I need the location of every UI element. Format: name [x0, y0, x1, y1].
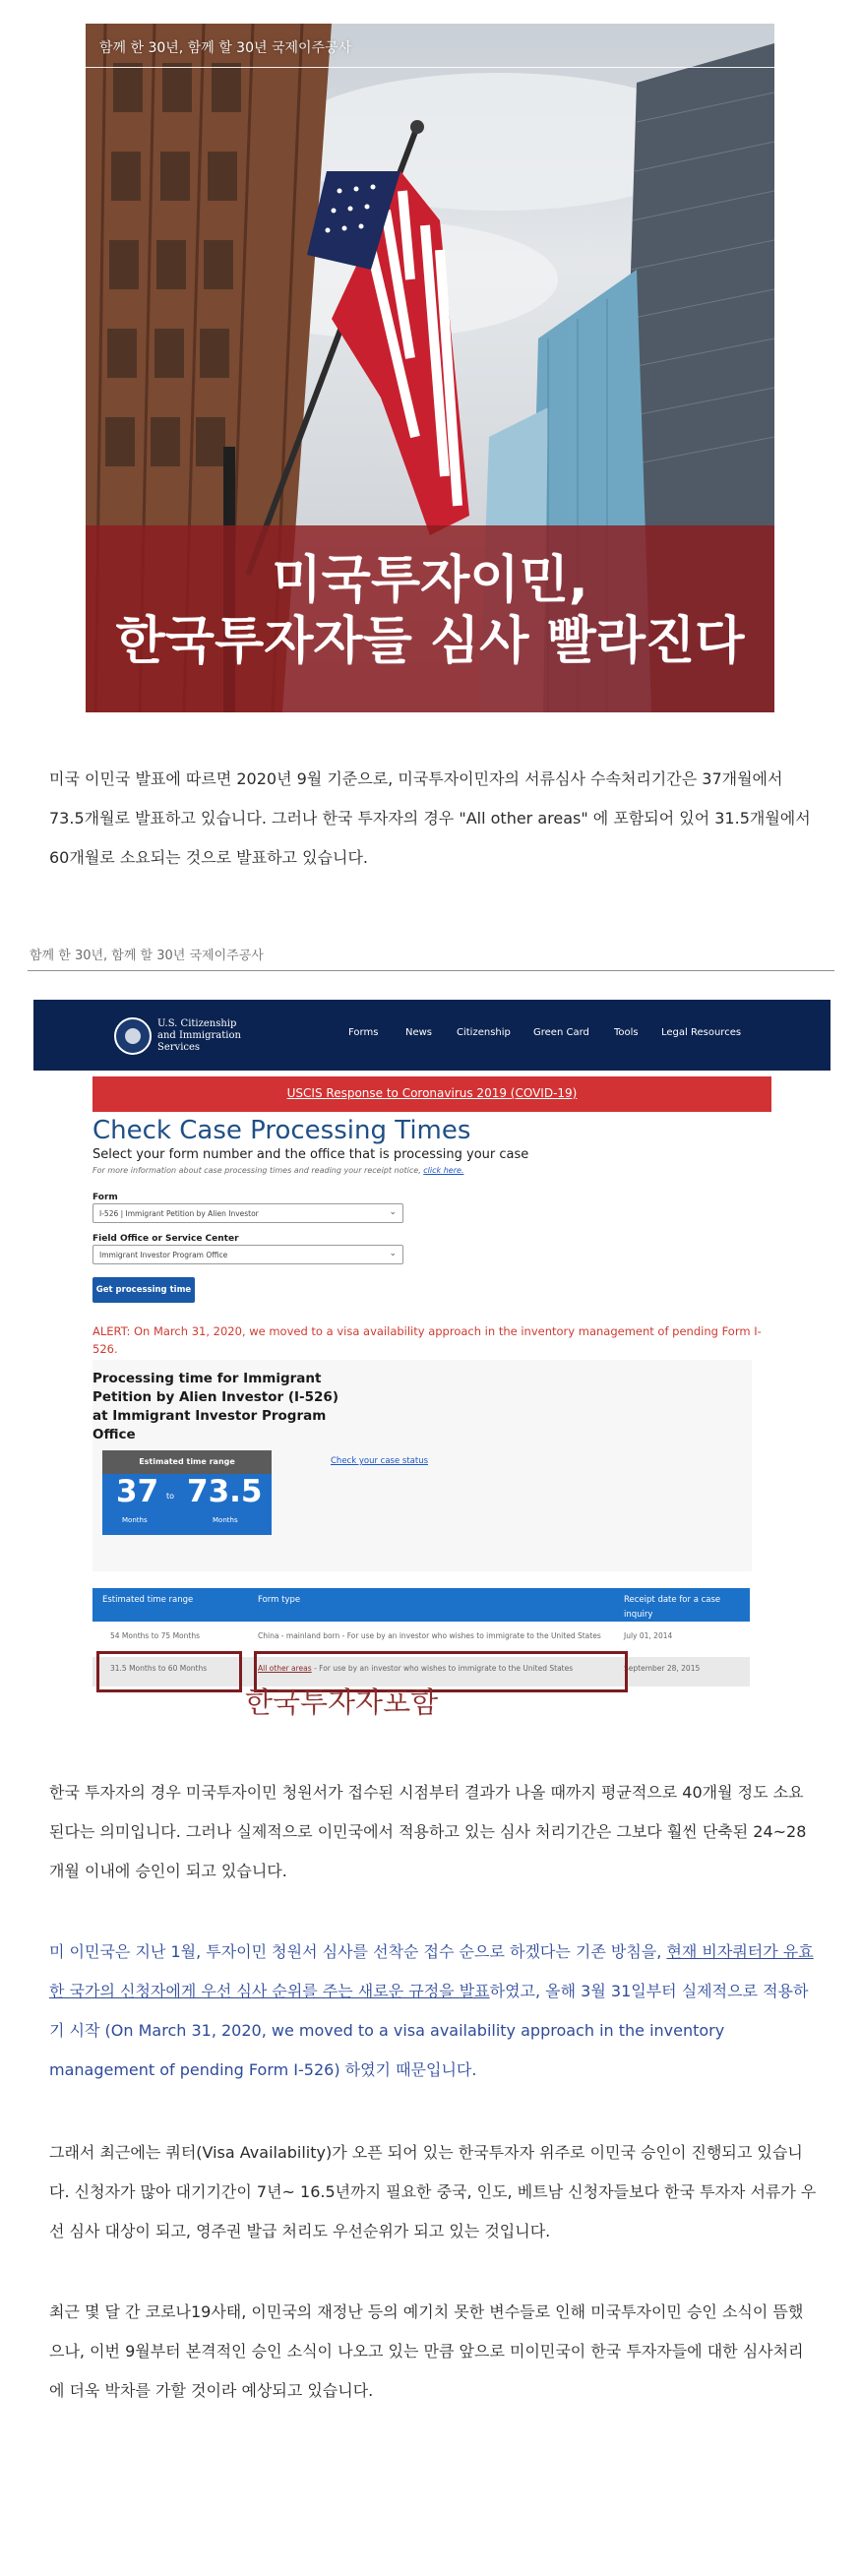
nav-forms[interactable]: Forms	[348, 1027, 379, 1038]
row-receipt-date: September 28, 2015	[624, 1664, 701, 1673]
get-processing-time-label: Get processing time	[95, 1285, 192, 1295]
table-row	[92, 1625, 750, 1651]
paragraph-2-c: 하였고, 올해 3월 31일부터 실제적으로 적용하기 시작 (On March 31, 2020, we moved to a visa availability approach in the inventory management of pending Form I-526) 하였기 때문입니다.	[49, 1982, 809, 2079]
nav-news[interactable]: News	[405, 1027, 433, 1038]
info-note-text: For more information about case processing times and reading your receipt notice,	[92, 1166, 424, 1175]
brand-line: Services	[157, 1042, 201, 1053]
form-select[interactable]	[92, 1203, 403, 1223]
get-processing-time-button[interactable]	[92, 1277, 195, 1303]
alert-message: ALERT: On March 31, 2020, we moved to a visa availability approach in the inventory management of pending Form I-526.	[92, 1324, 762, 1356]
uscis-seal-icon	[114, 1017, 152, 1055]
section-tagline: 함께 한 30년, 함께 할 30년 국제이주공사	[30, 949, 264, 963]
paragraph-2	[49, 1932, 817, 2090]
uscis-brand	[157, 1018, 241, 1054]
nav-citizenship[interactable]: Citizenship	[457, 1027, 511, 1038]
office-select[interactable]	[92, 1245, 403, 1264]
page-title: Check Case Processing Times	[92, 1116, 471, 1145]
covid-banner-link[interactable]: USCIS Response to Coronavirus 2019 (COVID-19)	[286, 1086, 578, 1100]
office-select-value: Immigrant Investor Program Office	[99, 1251, 228, 1259]
hero-tagline: 함께 한 30년, 함께 할 30년 국제이주공사	[99, 40, 352, 56]
annotation-korea-included: 한국투자자포함	[245, 1686, 439, 1719]
highlight-box-range	[96, 1651, 242, 1692]
info-note	[92, 1166, 463, 1175]
paragraph-2-a: 미 이민국은 지난 1월, 투자이민 청원서 심사를 선착순 접수 순으로 하겠다는 기존 방침을,	[49, 1942, 667, 1961]
col-estimated-range: Estimated time range	[102, 1595, 194, 1605]
estimated-to: to	[166, 1492, 175, 1501]
brand-line: and Immigration	[157, 1030, 241, 1041]
check-case-status-link[interactable]: Check your case status	[331, 1456, 429, 1466]
estimated-min-unit: Months	[122, 1516, 148, 1524]
intro-paragraph: 미국 이민국 발표에 따르면 2020년 9월 기준으로, 미국투자이민자의 서류심사 수속처리기간은 37개월에서 73.5개월로 발표하고 있습니다. 그러나 한국 투자자의 경우 "All other areas" 에 포함되어 있어 31.5개월에서 60개월로 소요되는 것으로 발표하고 있습니다.	[49, 769, 811, 867]
row-range: 54 Months to 75 Months	[110, 1631, 200, 1640]
estimated-time-label: Estimated time range	[139, 1457, 235, 1466]
hero-image	[86, 24, 774, 712]
office-label: Field Office or Service Center	[92, 1234, 239, 1244]
nav-legal-resources[interactable]: Legal Resources	[661, 1027, 742, 1038]
chevron-down-icon: ⌄	[389, 1249, 397, 1258]
row-receipt-date: July 01, 2014	[624, 1631, 673, 1640]
processing-table-header	[92, 1588, 750, 1622]
section-divider	[28, 970, 834, 971]
nav-tools[interactable]: Tools	[614, 1027, 639, 1038]
form-label: Form	[92, 1193, 118, 1202]
col-receipt-date: Receipt date for a case inquiry	[624, 1595, 721, 1620]
estimated-min: 37	[116, 1474, 159, 1509]
paragraph-2-highlight: 현재 비자쿼터가 유효한 국가의 신청자에게 우선 심사 순위를 주는 새로운 규정을 발표	[49, 1942, 814, 2000]
estimated-time-card	[102, 1450, 272, 1535]
estimated-max: 73.5	[187, 1474, 263, 1509]
hero-title-line1: 미국투자이민,	[272, 551, 588, 610]
row-form-type-rest: - For use by an investor who wishes to immigrate to the United States	[311, 1664, 574, 1673]
all-other-areas-text: All other areas	[258, 1664, 312, 1673]
estimated-time-header	[102, 1450, 272, 1474]
processing-time-title: Processing time for Immigrant Petition by Alien Investor (I-526) at Immigrant Investor Program Office	[92, 1371, 338, 1442]
hero-divider	[86, 67, 774, 68]
covid-banner[interactable]	[92, 1076, 771, 1112]
uscis-header	[33, 1000, 830, 1071]
hero-title-line2: 한국투자자들 심사 빨라진다	[115, 612, 745, 672]
hero-title	[86, 550, 774, 673]
form-select-value: I-526 | Immigrant Petition by Alien Investor	[99, 1209, 259, 1218]
row-range: 31.5 Months to 60 Months	[110, 1664, 208, 1673]
paragraph-4: 최근 몇 달 간 코로나19사태, 이민국의 재정난 등의 예기치 못한 변수들로 인해 미국투자이민 승인 소식이 뜸했으나, 이번 9월부터 본격적인 승인 소식이 나오고 있는 만큼 앞으로 미이민국이 한국 투자자들에 대한 심사처리에 더욱 박차를 가할 것이라 예상되고 있습니다.	[49, 2302, 804, 2400]
estimated-max-unit: Months	[213, 1516, 238, 1524]
row-form-type: China - mainland born - For use by an investor who wishes to immigrate to the United States	[258, 1631, 601, 1640]
page-subtitle: Select your form number and the office that is processing your case	[92, 1147, 529, 1162]
chevron-down-icon: ⌄	[389, 1207, 397, 1217]
col-form-type: Form type	[258, 1595, 301, 1605]
paragraph-3: 그래서 최근에는 쿼터(Visa Availability)가 오픈 되어 있는 한국투자자 위주로 이민국 승인이 진행되고 있습니다. 신청자가 많아 대기기간이 7년~ 16.5년까지 필요한 중국, 인도, 베트남 신청자들보다 한국 투자자 서류가 우선 심사 대상이 되고, 영주권 발급 처리도 우선순위가 되고 있는 것입니다.	[49, 2143, 817, 2240]
brand-line: U.S. Citizenship	[157, 1018, 237, 1029]
nav-green-card[interactable]: Green Card	[533, 1027, 589, 1038]
click-here-link[interactable]: click here.	[423, 1166, 464, 1175]
uscis-screenshot	[33, 1000, 830, 1718]
paragraph-1: 한국 투자자의 경우 미국투자이민 청원서가 접수된 시점부터 결과가 나올 때까지 평균적으로 40개월 정도 소요된다는 의미입니다. 그러나 실제적으로 이민국에서 적용하고 있는 심사 처리기간은 그보다 훨씬 단축된 24~28개월 이내에 승인이 되고 있습니다.	[49, 1783, 807, 1880]
